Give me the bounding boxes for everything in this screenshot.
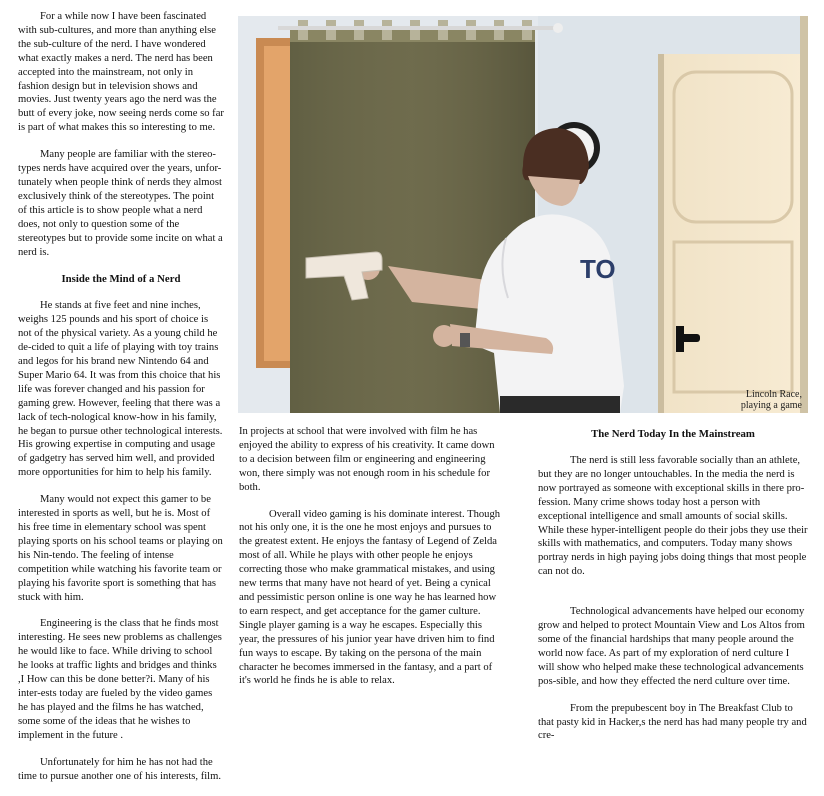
- photo-caption: [741, 389, 802, 411]
- stereotypes-paragraph: Many people are familiar with the stereo-types nerds have acquired over the years, unfor-tunately when people think of nerds they almost exclusively think of the stereotypes. The point of this article is to show people what a nerd does, not only to question some of the stereotypes but to provide some incite on what a nerd is.: [18, 149, 223, 258]
- article-column-left: [18, 10, 224, 796]
- article-column-middle: [239, 425, 501, 701]
- engineering-paragraph: Engineering is the class that he finds most interesting. He sees new problems as challenges he would like to face. While driving to school he looks at traffic lights and bridges and thinks ,I How can this be done better?i. Many of his inter-ests today are fueled by the video games he has played and the films he has watched, some some of the ideas that he wishes to implement in the future .: [18, 618, 222, 741]
- shirt-lettering: TO: [580, 254, 616, 284]
- intro-paragraph: For a while now I have been fascinated with sub-cultures, and more than anything else the sub-culture of the nerd. I have wondered what exactly makes a nerd. The nerd has been accepted into the mainstream, not only in fashion design but in television shows and movies. Just twenty years ago the nerd was the butt of every joke, now seeing nerds come so far is part of what makes this so interesting to me.: [18, 11, 224, 134]
- sports-paragraph: Many would not expect this gamer to be interested in sports as well, but he is. Most of his free time in elementary school was spent playing sports on his school teams or playing on his Nin-tendo. The feeling of intense competition while watching his favorite team or playing his favorite sport is something that has stuck with him.: [18, 494, 223, 603]
- section-heading-inside-mind: Inside the Mind of a Nerd: [61, 273, 181, 286]
- profile-paragraph: He stands at five feet and nine inches, weighs 125 pounds and his sport of choice is not of the physical variety. As a young child he de-cided to quit a life of playing with toy trains and legos for his brand new Nintendo 64 and Super Mario 64. It was from this choice that his life was forever changed and his passion for gaming grew. However, feeling that there was a lack of tech-nological know-how in his family, he began to pursue other technological interests. His growing expertise in computing and usage of gadgetry has served him well, and provided more opportunities for him to help his family.: [18, 300, 223, 479]
- article-photo: [238, 16, 808, 413]
- film-paragraph: Unfortunately for him he has not had the time to pursue another one of his interests, film.: [18, 756, 222, 782]
- caption-line-activity: playing a game: [740, 400, 802, 411]
- door: [658, 54, 808, 413]
- caption-line-name: Lincoln Race,: [745, 389, 802, 400]
- photo-illustration: [238, 16, 808, 413]
- section-heading-mainstream: The Nerd Today In the Mainstream: [591, 428, 755, 440]
- technology-paragraph: Technological advancements have helped our economy grow and helped to protect Mountain View and Los Altos from some of the financial hardships that many people around the world now face. As part of my exploration of nerd culture I will show who helped make these technological advancements pos-sible, and how they effected the nerd culture over time.: [538, 606, 805, 687]
- wristwatch: [460, 333, 470, 347]
- mainstream-paragraph: The nerd is still less favorable socially than an athlete, but they are no longer untouchables. In the media the nerd is now portrayed as someone with exceptional skills in there pro-fession. Many crime shows today host a person with exceptional intelligence and small amounts of social skills. While these hyper-intelligent people do their jobs they use their skills with mathematics, and computers. Today many shows portray nerds in high paying jobs doing things that most people can not do.: [538, 455, 808, 578]
- film-continued-paragraph: In projects at school that were involved with film he has enjoyed the ability to express of his creativity. It came down to a decision between film or engineering and engineering won, there simply was not enough room in his schedule for both.: [239, 426, 495, 493]
- gaming-paragraph: Overall video gaming is his dominate interest. Though not his only one, it is the one he most enjoys and pursues to the greatest extent. He enjoys the fantasy of Legend of Zelda most of all. While he plays with other people he enjoys correcting those who make grammatical mistakes, and using new terms that many have not heard of yet. Being a cynical and pessimistic person online is one way he has learned how to earn respect, and get acceptance for the gamer culture. Single player gaming is a way he escapes. Especially this year, the pressures of his junior year have driven him to find fun ways to escape. By taking on the persona of the main character he becomes immersed in the fantasy, and a part of it's world he finds he is able to relax.: [239, 508, 501, 687]
- article-column-right: [538, 425, 808, 756]
- breakfast-club-paragraph: From the prepubescent boy in The Breakfast Club to that pasty kid in Hacker,s the nerd has had many people try and cre-: [538, 702, 807, 742]
